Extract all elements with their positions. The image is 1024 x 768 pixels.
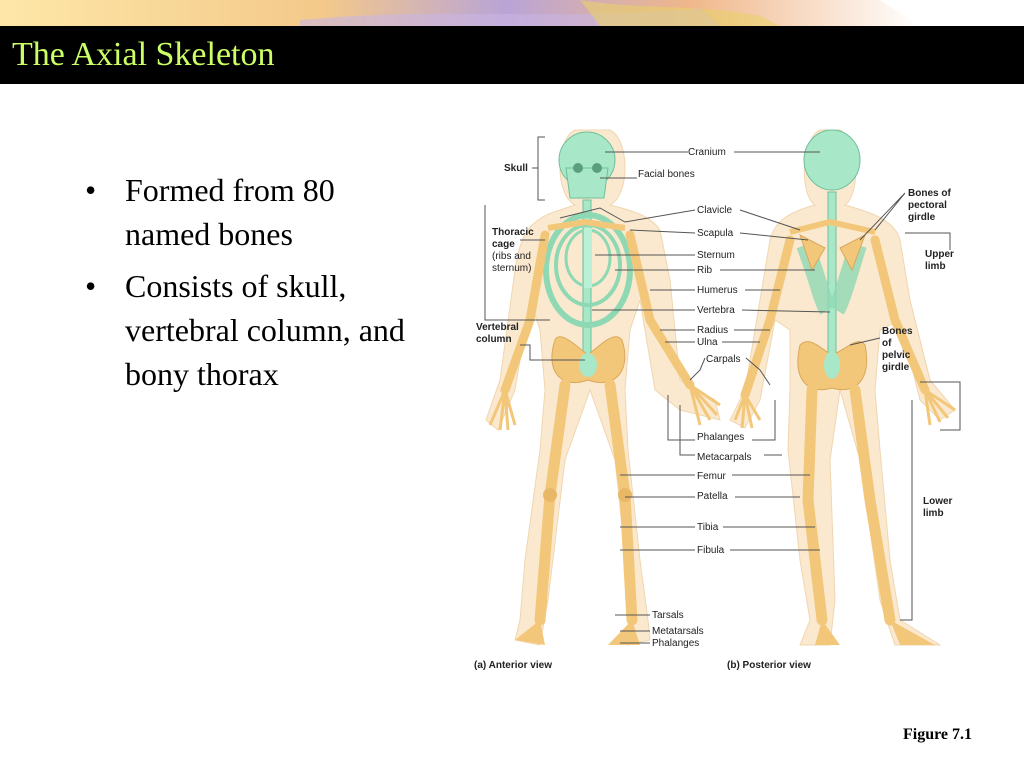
label-ulna: Ulna (697, 337, 718, 348)
label-thoracic-cage-3: (ribs and (492, 251, 531, 262)
anterior-skeleton (486, 130, 720, 645)
label-facial-bones: Facial bones (638, 169, 695, 180)
label-pelvic-girdle-2: of (882, 338, 892, 349)
label-tarsals: Tarsals (652, 610, 684, 621)
label-scapula: Scapula (697, 228, 734, 239)
label-pectoral-girdle-1: Bones of (908, 188, 951, 199)
label-pelvic-girdle-4: girdle (882, 362, 910, 373)
decorative-banner (0, 0, 1024, 26)
bullet-text: Formed from 80 named bones (125, 172, 335, 252)
title-bar (0, 26, 1024, 84)
label-patella: Patella (697, 491, 728, 502)
label-anterior-view: (a) Anterior view (474, 660, 552, 671)
bullet-text: Consists of skull, vertebral column, and bony thorax (125, 268, 405, 392)
label-phalanges-hand: Phalanges (697, 432, 745, 443)
label-radius: Radius (697, 325, 729, 336)
label-clavicle: Clavicle (697, 205, 733, 216)
label-carpals: Carpals (706, 354, 741, 365)
label-posterior-view: (b) Posterior view (727, 660, 811, 671)
label-metatarsals: Metatarsals (652, 626, 704, 637)
label-lower-limb-2: limb (923, 508, 944, 519)
label-upper-limb-1: Upper (925, 249, 954, 260)
label-metacarpals: Metacarpals (697, 452, 752, 463)
label-pectoral-girdle-3: girdle (908, 212, 936, 223)
label-vertebra: Vertebra (697, 305, 735, 316)
bullet-item (85, 168, 425, 256)
label-cranium: Cranium (688, 147, 726, 158)
label-vertebral-column-2: column (476, 334, 512, 345)
label-thoracic-cage-4: sternum) (492, 263, 532, 274)
label-vertebral-column-1: Vertebral (476, 322, 519, 333)
bullet-list (85, 168, 425, 404)
label-rib: Rib (697, 265, 713, 276)
label-humerus: Humerus (697, 285, 738, 296)
label-sternum: Sternum (697, 250, 735, 261)
label-thoracic-cage-1: Thoracic (492, 227, 534, 238)
skeleton-figure (470, 128, 970, 678)
skeleton-diagram (470, 128, 970, 678)
label-pelvic-girdle-3: pelvic (882, 350, 911, 361)
label-skull: Skull (504, 163, 528, 174)
label-femur: Femur (697, 471, 726, 482)
label-lower-limb-1: Lower (923, 496, 953, 507)
label-phalanges-foot: Phalanges (652, 638, 700, 649)
label-pectoral-girdle-2: pectoral (908, 200, 947, 211)
bullet-dot: • (85, 268, 97, 304)
slide-title: The Axial Skeleton (12, 36, 275, 73)
label-pelvic-girdle-1: Bones (882, 326, 913, 337)
label-thoracic-cage-2: cage (492, 239, 515, 250)
label-upper-limb-2: limb (925, 261, 946, 272)
bullet-item (85, 264, 425, 396)
label-fibula: Fibula (697, 545, 725, 556)
label-tibia: Tibia (697, 522, 719, 533)
bullet-dot: • (85, 172, 97, 208)
figure-caption: Figure 7.1 (902, 726, 972, 743)
